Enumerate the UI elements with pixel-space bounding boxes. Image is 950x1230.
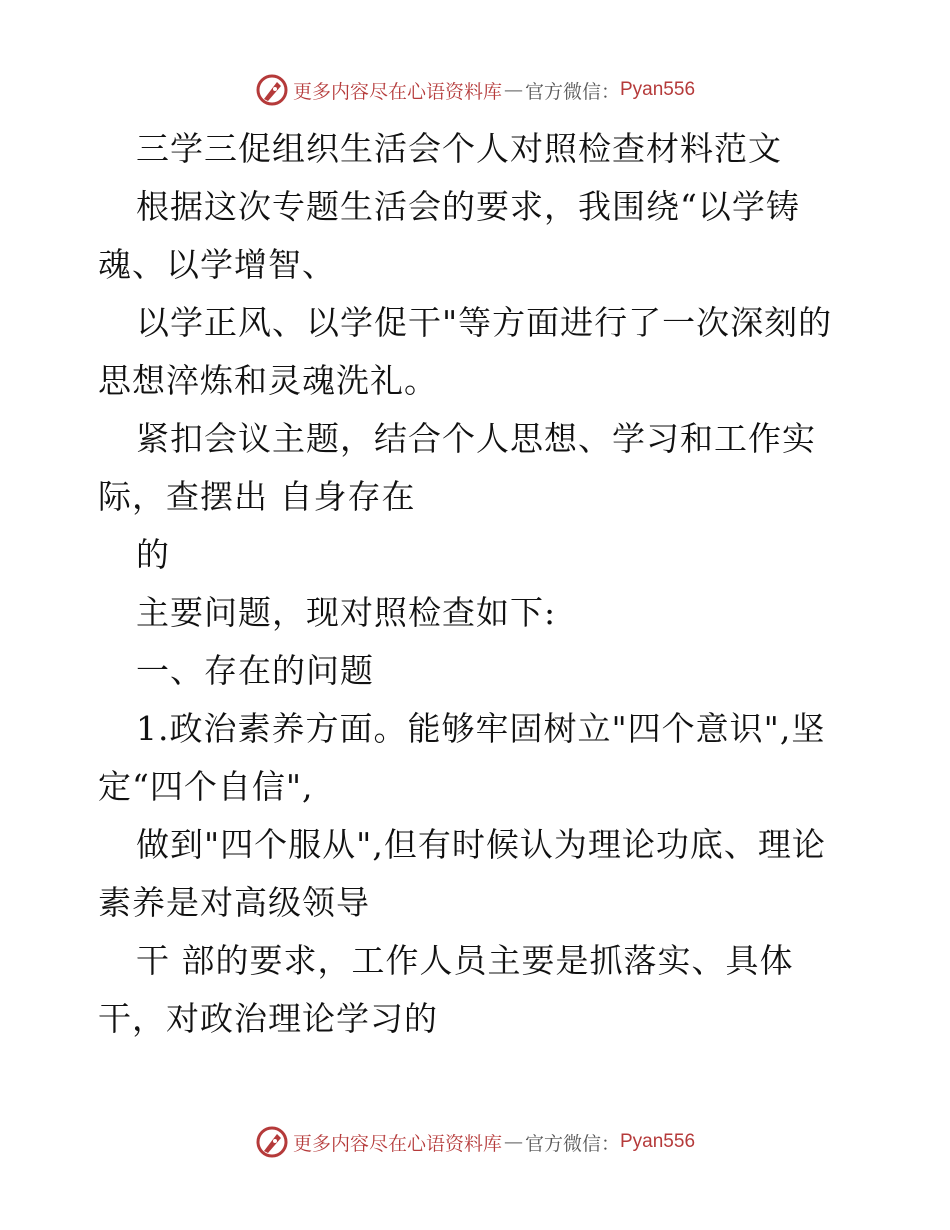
paragraph-line: 定“四个自信", [98, 767, 314, 806]
document-title: 三学三促组织生活会个人对照检查材料范文 [136, 129, 782, 168]
watermark-label: 官方微信： [524, 1132, 620, 1155]
watermark-account: Pyan556 [620, 1131, 696, 1152]
paragraph-line: 1.政治素养方面。能够牢固树立"四个意识",坚 [136, 709, 826, 748]
watermark-main-text: 更多内容尽在心语资料库 [292, 80, 502, 103]
paragraph-line: 魂、以学增智、 [98, 245, 336, 284]
watermark-footer [0, 1122, 950, 1162]
watermark-dash: — [503, 1131, 523, 1153]
paragraph-line: 思想淬炼和灵魂洗礼。 [98, 361, 438, 400]
paragraph-line: 干，对政治理论学习的 [98, 999, 438, 1038]
watermark-dash: — [503, 79, 523, 101]
paragraph-line: 际，查摆出 自身存在 [98, 477, 416, 516]
pen-nib-circle-icon [255, 73, 289, 107]
paragraph-line: 干 部的要求，工作人员主要是抓落实、具体 [136, 941, 794, 980]
pen-nib-circle-icon [255, 1125, 289, 1159]
paragraph-line: 主要问题，现对照检查如下: [136, 593, 557, 632]
paragraph-line: 的 [136, 535, 170, 574]
paragraph-line: 以学正风、以学促干"等方面进行了一次深刻的 [136, 303, 833, 342]
watermark-header [0, 70, 950, 110]
paragraph-line: 根据这次专题生活会的要求，我围绕“以学铸 [136, 187, 800, 226]
watermark-main-text: 更多内容尽在心语资料库 [292, 1132, 502, 1155]
paragraph-line: 做到"四个服从",但有时候认为理论功底、理论 [136, 825, 826, 864]
watermark-label: 官方微信： [524, 80, 620, 103]
paragraph-line: 紧扣会议主题，结合个人思想、学习和工作实 [136, 419, 816, 458]
watermark-account: Pyan556 [620, 79, 696, 100]
document-body [98, 120, 838, 1048]
paragraph-line: 素养是对高级领导 [98, 883, 370, 922]
section-heading: 一、存在的问题 [136, 651, 374, 690]
